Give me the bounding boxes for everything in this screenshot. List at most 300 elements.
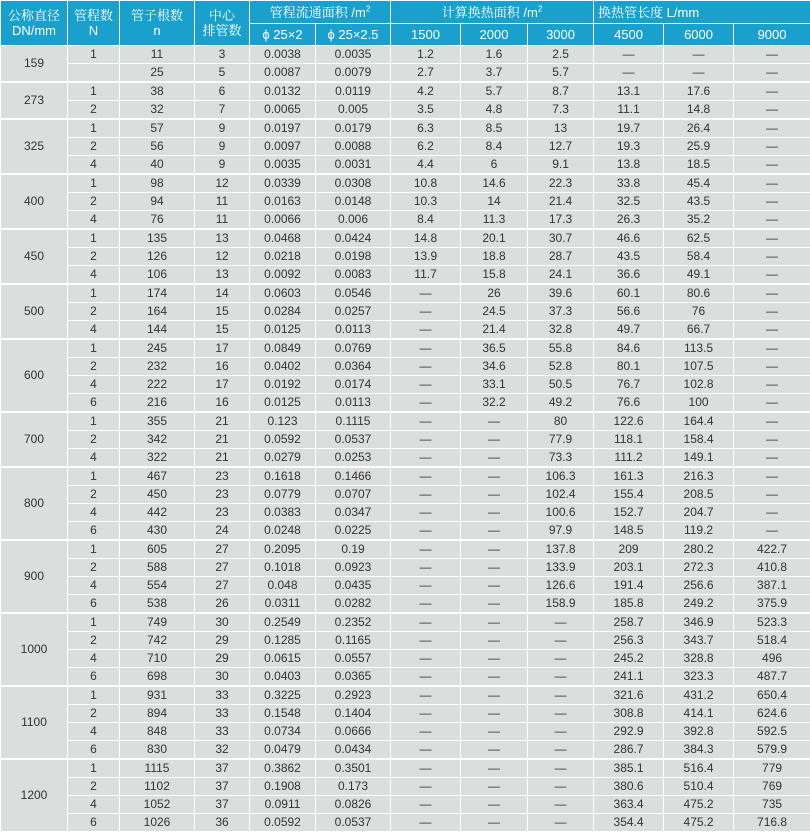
table-cell: —	[461, 559, 528, 577]
table-cell: —	[391, 412, 461, 431]
table-cell: 380.6	[594, 778, 664, 796]
table-cell: 4.2	[391, 82, 461, 101]
table-cell: 0.0279	[250, 449, 316, 468]
table-cell: 0.0163	[250, 193, 316, 211]
table-cell: 0.0038	[250, 46, 316, 64]
table-cell: 26.4	[664, 119, 734, 138]
table-row	[1, 339, 810, 358]
table-cell: 39.6	[528, 284, 594, 303]
table-cell: 12	[195, 248, 250, 266]
table-cell: 0.0092	[250, 266, 316, 285]
table-cell: —	[391, 522, 461, 541]
table-cell: 487.7	[734, 668, 810, 687]
table-cell: —	[461, 412, 528, 431]
table-cell: —	[528, 814, 594, 832]
table-cell: 292.9	[594, 723, 664, 741]
table-cell: 208.5	[664, 486, 734, 504]
table-cell: 0.1404	[316, 705, 391, 723]
table-cell: 0.0402	[250, 358, 316, 376]
table-cell: 749	[120, 613, 195, 632]
table-cell: —	[461, 613, 528, 632]
table-cell: 430	[120, 522, 195, 541]
table-cell: 0.2549	[250, 613, 316, 632]
table-cell: 0.0615	[250, 650, 316, 668]
table-cell: 414.1	[664, 705, 734, 723]
table-cell: 36	[195, 814, 250, 832]
table-cell: —	[461, 759, 528, 778]
table-cell: 16	[195, 394, 250, 413]
table-cell: 650.4	[734, 686, 810, 705]
table-cell: 0.0284	[250, 303, 316, 321]
table-cell: 126	[120, 248, 195, 266]
table-cell: 467	[120, 467, 195, 486]
table-cell: 2	[68, 248, 120, 266]
table-cell: 32.2	[461, 394, 528, 413]
table-row	[1, 138, 810, 156]
table-cell: 222	[120, 376, 195, 394]
table-cell: 0.0197	[250, 119, 316, 138]
table-row	[1, 82, 810, 101]
table-row	[1, 759, 810, 778]
table-cell: 55.8	[528, 339, 594, 358]
table-cell: 33	[195, 723, 250, 741]
table-cell: 26	[195, 595, 250, 614]
header-flow-area-text: 管程流通面积 /m	[270, 5, 366, 20]
table-cell: 15	[195, 321, 250, 340]
table-cell: —	[391, 486, 461, 504]
table-cell: 158.9	[528, 595, 594, 614]
header-tube-pass-line2: N	[68, 23, 119, 38]
table-cell: 107.5	[664, 358, 734, 376]
table-cell: 97.9	[528, 522, 594, 541]
table-row	[1, 705, 810, 723]
table-cell: 2	[68, 138, 120, 156]
table-cell: 149.1	[664, 449, 734, 468]
table-cell: 27	[195, 577, 250, 595]
table-cell: —	[391, 449, 461, 468]
table-cell: —	[391, 358, 461, 376]
table-row	[1, 266, 810, 285]
table-cell: 0.0592	[250, 814, 316, 832]
table-row	[1, 193, 810, 211]
table-cell: 17	[195, 339, 250, 358]
table-row	[1, 559, 810, 577]
table-cell: 27	[195, 559, 250, 577]
table-cell: 579.9	[734, 741, 810, 760]
table-cell: 0.1618	[250, 467, 316, 486]
header-length-2: 3000	[528, 24, 594, 46]
table-cell: 0.0031	[316, 156, 391, 175]
header-dn	[1, 1, 68, 46]
table-cell: 36.6	[594, 266, 664, 285]
table-cell: —	[391, 723, 461, 741]
table-cell: 33.8	[594, 174, 664, 193]
table-cell: 363.4	[594, 796, 664, 814]
table-cell: —	[734, 229, 810, 248]
table-cell: 4	[68, 504, 120, 522]
table-cell: 46.6	[594, 229, 664, 248]
table-cell: 6	[461, 156, 528, 175]
table-cell: 0.0347	[316, 504, 391, 522]
header-size-a: ϕ 25×2	[250, 24, 316, 46]
table-cell: 2	[68, 705, 120, 723]
table-cell: —	[461, 577, 528, 595]
table-cell: 4	[68, 449, 120, 468]
table-cell: 4	[68, 376, 120, 394]
table-cell: —	[391, 303, 461, 321]
table-cell: 538	[120, 595, 195, 614]
table-cell: 0.0308	[316, 174, 391, 193]
table-cell: 0.0218	[250, 248, 316, 266]
dn-cell: 500	[1, 284, 68, 339]
table-cell: 49.2	[528, 394, 594, 413]
table-cell: —	[461, 486, 528, 504]
dn-cell: 900	[1, 540, 68, 613]
table-cell: 37	[195, 759, 250, 778]
table-cell: 76	[120, 211, 195, 230]
header-length-3: 4500	[594, 24, 664, 46]
table-cell: 848	[120, 723, 195, 741]
table-cell: 6	[195, 82, 250, 101]
table-cell: 111.2	[594, 449, 664, 468]
table-cell: 8.7	[528, 82, 594, 101]
table-cell: 475.2	[664, 814, 734, 832]
table-cell: 80.1	[594, 358, 664, 376]
table-cell: 0.1908	[250, 778, 316, 796]
header-tube-count	[120, 1, 195, 46]
table-cell: 346.9	[664, 613, 734, 632]
table-cell: 5.7	[528, 64, 594, 83]
table-cell: 2	[68, 778, 120, 796]
table-cell: 1	[68, 467, 120, 486]
table-cell: 0.0666	[316, 723, 391, 741]
table-cell: —	[734, 138, 810, 156]
table-cell: 496	[734, 650, 810, 668]
table-cell: 308.8	[594, 705, 664, 723]
table-cell: 49.1	[664, 266, 734, 285]
table-cell: —	[734, 193, 810, 211]
table-cell: 76.7	[594, 376, 664, 394]
table-cell: 0.0364	[316, 358, 391, 376]
table-cell: 0.123	[250, 412, 316, 431]
table-cell: 0.0479	[250, 741, 316, 760]
table-row	[1, 778, 810, 796]
table-cell: 21	[195, 412, 250, 431]
table-cell: 7.3	[528, 101, 594, 120]
table-cell: 174	[120, 284, 195, 303]
table-cell: 19.3	[594, 138, 664, 156]
table-cell: 122.6	[594, 412, 664, 431]
table-cell: 3.7	[461, 64, 528, 83]
table-cell: 0.0911	[250, 796, 316, 814]
table-cell: 0.0424	[316, 229, 391, 248]
table-cell: 518.4	[734, 632, 810, 650]
table-cell: 4	[68, 577, 120, 595]
table-cell: 0.0257	[316, 303, 391, 321]
table-cell: 387.1	[734, 577, 810, 595]
table-cell: 0.0225	[316, 522, 391, 541]
header-tube-count-line1: 管子根数	[120, 8, 194, 23]
table-cell: 2	[68, 632, 120, 650]
table-cell: 21.4	[461, 321, 528, 340]
table-cell: 24.1	[528, 266, 594, 285]
table-cell: 0.1548	[250, 705, 316, 723]
table-cell: 232	[120, 358, 195, 376]
table-cell: —	[594, 46, 664, 64]
table-cell: 191.4	[594, 577, 664, 595]
table-cell: 2	[68, 193, 120, 211]
table-cell: 18.8	[461, 248, 528, 266]
table-cell: —	[734, 467, 810, 486]
table-cell: 14	[461, 193, 528, 211]
table-cell: 2.5	[528, 46, 594, 64]
table-row	[1, 577, 810, 595]
table-cell: 384.3	[664, 741, 734, 760]
header-tube-count-line2: n	[120, 23, 194, 38]
table-cell: —	[461, 741, 528, 760]
table-cell: 710	[120, 650, 195, 668]
table-cell: 0.0603	[250, 284, 316, 303]
table-row	[1, 248, 810, 266]
table-row	[1, 723, 810, 741]
table-cell: 0.0253	[316, 449, 391, 468]
table-row	[1, 229, 810, 248]
table-cell: 256.3	[594, 632, 664, 650]
table-cell: —	[461, 449, 528, 468]
table-cell: —	[734, 394, 810, 413]
table-cell: 100	[664, 394, 734, 413]
table-cell: 0.0035	[250, 156, 316, 175]
table-cell: 2	[68, 486, 120, 504]
table-cell: 8.4	[461, 138, 528, 156]
table-cell: 0.2923	[316, 686, 391, 705]
table-cell: 11	[195, 193, 250, 211]
table-cell: 249.2	[664, 595, 734, 614]
table-cell: 0.0113	[316, 394, 391, 413]
table-cell: 2	[68, 358, 120, 376]
table-row	[1, 376, 810, 394]
table-row	[1, 467, 810, 486]
table-cell: 20.1	[461, 229, 528, 248]
table-cell: 15	[195, 303, 250, 321]
table-cell: —	[734, 119, 810, 138]
table-cell: 516.4	[664, 759, 734, 778]
table-cell: 0.173	[316, 778, 391, 796]
table-cell: —	[734, 376, 810, 394]
table-cell: 1	[68, 759, 120, 778]
table-cell: —	[528, 741, 594, 760]
table-cell: 0.0339	[250, 174, 316, 193]
table-row	[1, 613, 810, 632]
table-cell: 26.3	[594, 211, 664, 230]
table-cell: 0.1018	[250, 559, 316, 577]
table-cell: 779	[734, 759, 810, 778]
table-cell: 1	[68, 82, 120, 101]
table-cell: 17.3	[528, 211, 594, 230]
table-cell: 216	[120, 394, 195, 413]
table-cell: 73.3	[528, 449, 594, 468]
table-cell: 23	[195, 504, 250, 522]
table-cell: —	[391, 650, 461, 668]
table-cell: —	[391, 741, 461, 760]
table-row	[1, 504, 810, 522]
table-cell: 0.0066	[250, 211, 316, 230]
table-cell: 1	[68, 119, 120, 138]
table-cell: —	[391, 595, 461, 614]
table-cell: —	[734, 46, 810, 64]
table-cell: 16	[195, 358, 250, 376]
table-cell: 57	[120, 119, 195, 138]
table-cell: 23	[195, 467, 250, 486]
table-cell: 13	[195, 229, 250, 248]
table-cell: 4	[68, 211, 120, 230]
table-cell: 280.2	[664, 540, 734, 559]
table-cell: 0.1115	[316, 412, 391, 431]
table-cell: 32	[195, 741, 250, 760]
header-heat-area-text: 计算换热面积 /m	[442, 5, 538, 20]
table-cell: 100.6	[528, 504, 594, 522]
table-row	[1, 64, 810, 83]
table-cell: 102.4	[528, 486, 594, 504]
table-cell: 5	[195, 64, 250, 83]
table-cell: 38	[120, 82, 195, 101]
table-cell: 52.8	[528, 358, 594, 376]
table-cell: —	[391, 778, 461, 796]
table-cell: 102.8	[664, 376, 734, 394]
table-row	[1, 522, 810, 541]
table-row	[1, 449, 810, 468]
table-cell: —	[528, 778, 594, 796]
table-cell: 27	[195, 540, 250, 559]
table-cell: 1	[68, 686, 120, 705]
table-cell: 8.5	[461, 119, 528, 138]
table-row	[1, 431, 810, 449]
table-cell: —	[461, 595, 528, 614]
table-cell: 11.3	[461, 211, 528, 230]
table-cell: 5.7	[461, 82, 528, 101]
table-cell: 0.0179	[316, 119, 391, 138]
table-cell: 32	[120, 101, 195, 120]
table-cell: 33	[195, 705, 250, 723]
table-cell: 422.7	[734, 540, 810, 559]
table-cell: 106	[120, 266, 195, 285]
table-cell: 133.9	[528, 559, 594, 577]
table-cell: —	[734, 486, 810, 504]
table-cell: 0.1165	[316, 632, 391, 650]
table-cell: 1102	[120, 778, 195, 796]
table-cell: —	[734, 321, 810, 340]
table-cell: —	[664, 46, 734, 64]
table-cell: 1	[68, 46, 120, 64]
table-row	[1, 741, 810, 760]
table-cell: —	[391, 814, 461, 832]
table-cell: 769	[734, 778, 810, 796]
table-cell: 34.6	[461, 358, 528, 376]
table-cell: 0.0192	[250, 376, 316, 394]
table-cell: 30.7	[528, 229, 594, 248]
table-cell: 60.1	[594, 284, 664, 303]
table-cell: 322	[120, 449, 195, 468]
table-cell: —	[528, 723, 594, 741]
table-cell: 2	[68, 101, 120, 120]
table-cell: 431.2	[664, 686, 734, 705]
table-cell: 256.6	[664, 577, 734, 595]
table-cell: —	[391, 467, 461, 486]
table-cell: 152.7	[594, 504, 664, 522]
table-cell: —	[734, 303, 810, 321]
table-cell: 2	[68, 559, 120, 577]
table-cell: 1026	[120, 814, 195, 832]
table-cell: 0.0125	[250, 321, 316, 340]
table-cell: 106.3	[528, 467, 594, 486]
header-dn-line1: 公称直径	[1, 8, 67, 23]
header-tube-length: 换热管长度 L/mm	[594, 1, 810, 24]
table-cell: 2	[68, 303, 120, 321]
table-cell: 203.1	[594, 559, 664, 577]
table-cell: 30	[195, 668, 250, 687]
table-cell: 6.2	[391, 138, 461, 156]
table-cell: —	[734, 156, 810, 175]
table-cell: 931	[120, 686, 195, 705]
table-cell: 4	[68, 266, 120, 285]
table-cell: 33	[195, 686, 250, 705]
dn-cell: 1200	[1, 759, 68, 832]
table-row	[1, 668, 810, 687]
table-cell: 0.048	[250, 577, 316, 595]
table-cell: —	[391, 577, 461, 595]
table-cell: 4	[68, 156, 120, 175]
table-cell: 6	[68, 394, 120, 413]
table-cell: 35.2	[664, 211, 734, 230]
table-cell: 2	[68, 431, 120, 449]
table-cell: 29	[195, 632, 250, 650]
table-cell: 17	[195, 376, 250, 394]
table-cell: 830	[120, 741, 195, 760]
table-cell: —	[391, 559, 461, 577]
table-cell: 6	[68, 522, 120, 541]
table-cell: 37	[195, 778, 250, 796]
table-cell: 245.2	[594, 650, 664, 668]
table-cell: 12	[195, 174, 250, 193]
table-cell: 245	[120, 339, 195, 358]
table-cell: 32.5	[594, 193, 664, 211]
table-cell: 58.4	[664, 248, 734, 266]
header-dn-line2: DN/mm	[1, 23, 67, 38]
table-cell: 0.0035	[316, 46, 391, 64]
table-cell: 0.0779	[250, 486, 316, 504]
table-cell: 0.0083	[316, 266, 391, 285]
table-cell: 4	[68, 650, 120, 668]
table-cell: 1	[68, 540, 120, 559]
header-flow-area	[250, 1, 391, 24]
table-cell: 0.0088	[316, 138, 391, 156]
table-cell: 21	[195, 449, 250, 468]
table-cell: 119.2	[664, 522, 734, 541]
table-cell: 698	[120, 668, 195, 687]
table-cell: 354.4	[594, 814, 664, 832]
table-cell: 209	[594, 540, 664, 559]
table-cell: 410.8	[734, 559, 810, 577]
table-cell: 0.0734	[250, 723, 316, 741]
table-cell: —	[528, 668, 594, 687]
table-cell: 185.8	[594, 595, 664, 614]
table-cell: 742	[120, 632, 195, 650]
table-cell: —	[528, 759, 594, 778]
table-body	[1, 46, 810, 832]
table-cell: 4	[68, 321, 120, 340]
dn-cell: 400	[1, 174, 68, 229]
header-length-5: 9000	[734, 24, 810, 46]
